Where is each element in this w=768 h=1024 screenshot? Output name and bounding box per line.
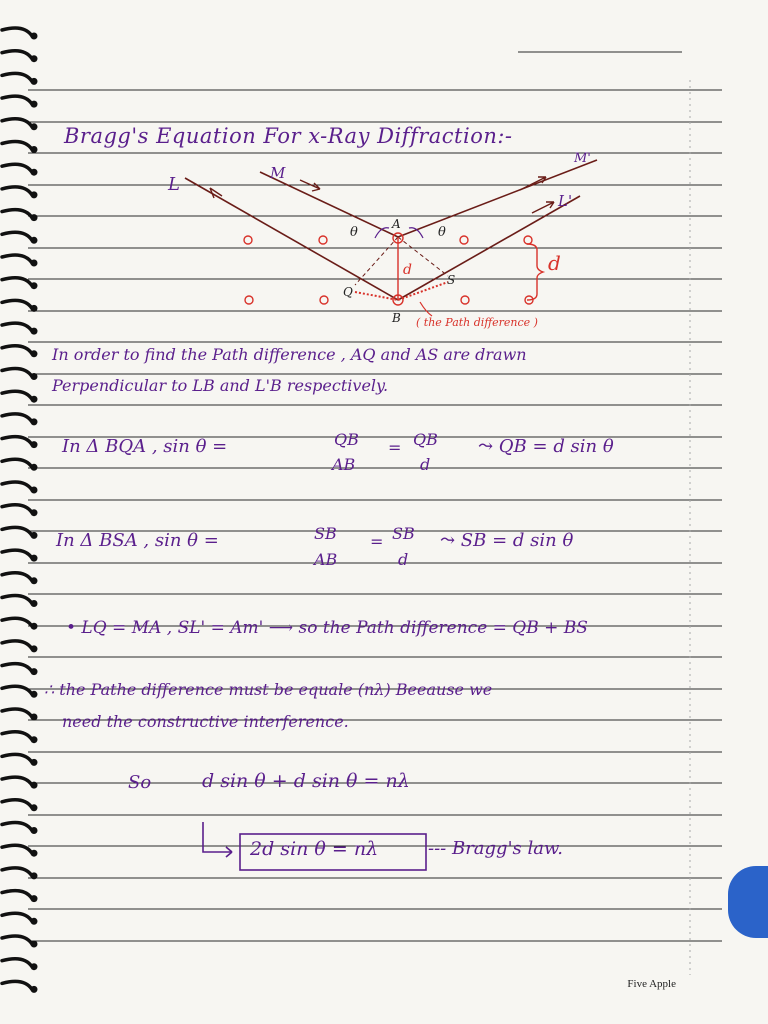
label-S: S [447,273,456,287]
equation-1-frac2-num: QB [413,430,438,449]
equation-sum: d sin θ + d sin θ = nλ [202,770,410,792]
equation-1-frac1-num: QB [334,430,359,449]
label-M: M [270,164,286,182]
equation-1-result: ⤳ QB = d sin θ [478,436,614,457]
equation-2-frac1-den: AB [314,550,338,569]
page-title: Bragg's Equation For x-Ray Diffraction:- [64,124,513,148]
text-line-7: need the constructive interference. [62,712,349,731]
path-difference-note: ( the Path difference ) [416,316,538,329]
label-L: L [168,174,180,195]
equation-2-frac2-num: SB [392,524,415,543]
equation-1-eq: = [388,438,402,457]
so-label: So [128,772,152,793]
label-d-outer: d [548,251,561,275]
label-d-inner: d [403,262,412,278]
text-line-5: • LQ = MA , SL' = Am' ⟶ so the Path difference = QB + BS [66,618,588,638]
equation-2-frac1-num: SB [314,524,337,543]
equation-2-result: ⤳ SB = d sin θ [440,530,574,551]
equation-2-left: In Δ BSA , sin θ = [56,530,219,551]
brand-label: Five Apple [627,978,676,990]
label-L-prime: L' [558,192,573,210]
equation-2-frac2-den: d [398,550,409,569]
equation-2-eq: = [370,532,384,551]
bragg-law-label: --- Bragg's law. [428,838,563,859]
label-M-prime: M' [574,151,591,166]
blue-corner-tab [728,866,768,938]
equation-1-frac1-den: AB [332,455,356,474]
equation-1-frac2-den: d [420,455,431,474]
label-theta-left: θ [350,225,358,240]
equation-1-left: In Δ BQA , sin θ = [62,436,228,457]
label-A: A [392,217,401,231]
label-Q: Q [343,285,353,299]
text-line-2: Perpendicular to LB and L'B respectively. [52,376,389,395]
text-line-1: In order to find the Path difference , AQ and AS are drawn [52,345,527,364]
bragg-law-boxed: 2d sin θ = nλ [250,838,379,860]
text-line-6: ∴ the Pathe difference must be equale (nλ) Beeause we [44,680,493,699]
label-B: B [392,311,401,325]
label-theta-right: θ [438,225,446,240]
